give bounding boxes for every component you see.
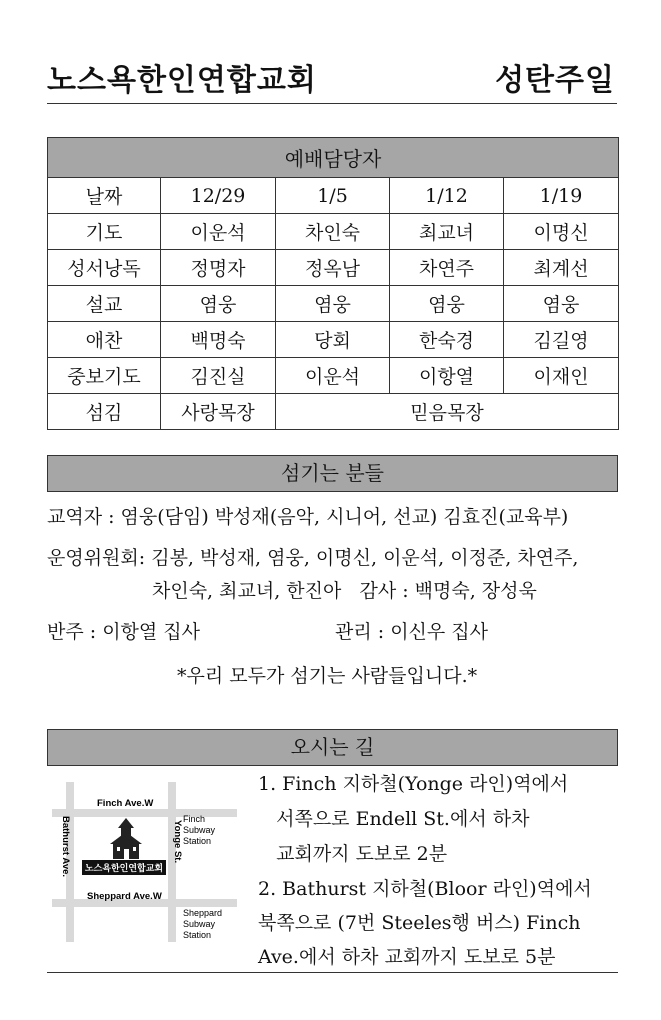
direction-line: 2. Bathurst 지하철(Bloor 라인)역에서 — [258, 878, 592, 900]
name-cell: 염웅 — [161, 286, 276, 322]
name-cell: 염웅 — [276, 286, 390, 322]
table-row — [48, 394, 619, 430]
name-cell: 정옥남 — [276, 250, 390, 286]
name-cell: 이명신 — [504, 214, 619, 250]
name-cell: 차연주 — [390, 250, 504, 286]
directions-title: 오시는 길 — [47, 729, 618, 766]
committee-line: 운영위원회: 김봉, 박성재, 염웅, 이명신, 이운석, 이정준, 차연주, — [47, 547, 579, 569]
table-row — [48, 214, 619, 250]
name-cell: 이운석 — [161, 214, 276, 250]
direction-line: 북쪽으로 (7번 Steeles행 버스) Finch — [258, 912, 581, 934]
table-row — [48, 286, 619, 322]
committee-line-cont: 차인숙, 최교녀, 한진아 감사 : 백명숙, 장성욱 — [152, 580, 537, 602]
name-cell: 이재인 — [504, 358, 619, 394]
sheppard-ave-label: Sheppard Ave.W — [87, 891, 162, 902]
servants-title: 섬기는 분들 — [47, 455, 618, 492]
name-cell: 김길영 — [504, 322, 619, 358]
date-cell: 1/12 — [390, 178, 504, 214]
table-row — [48, 178, 619, 214]
sheppard-station-label: Sheppard Subway Station — [183, 908, 223, 940]
name-cell: 차인숙 — [276, 214, 390, 250]
name-cell: 백명숙 — [161, 322, 276, 358]
date-cell: 1/19 — [504, 178, 619, 214]
season-title: 성탄주일 — [495, 63, 615, 98]
role-cell: 성서낭독 — [48, 250, 161, 286]
pastors-line: 교역자 : 염웅(담임) 박성재(음악, 시니어, 선교) 김효진(교육부) — [47, 506, 569, 528]
name-cell: 염웅 — [390, 286, 504, 322]
bulletin-header — [47, 55, 617, 105]
finch-road — [52, 809, 237, 817]
duty-table — [47, 137, 619, 430]
name-cell: 믿음목장 — [276, 394, 619, 430]
finch-ave-label: Finch Ave.W — [97, 798, 154, 809]
name-cell: 이운석 — [276, 358, 390, 394]
role-cell: 설교 — [48, 286, 161, 322]
accompanist-line: 반주 : 이항열 집사 — [47, 621, 200, 643]
motto-line: *우리 모두가 섬기는 사람들입니다.* — [177, 665, 478, 687]
direction-line: 교회까지 도보로 2분 — [258, 843, 448, 865]
directions-divider — [47, 972, 618, 973]
yonge-st-label: Yonge St. — [172, 820, 183, 864]
name-cell: 최교녀 — [390, 214, 504, 250]
date-label: 날짜 — [48, 178, 161, 214]
finch-station-label: Finch Subway Station — [183, 814, 216, 846]
name-cell: 정명자 — [161, 250, 276, 286]
table-row — [48, 250, 619, 286]
name-cell: 사랑목장 — [161, 394, 276, 430]
name-cell: 염웅 — [504, 286, 619, 322]
name-cell: 최계선 — [504, 250, 619, 286]
table-row — [48, 358, 619, 394]
role-cell: 애찬 — [48, 322, 161, 358]
name-cell: 한숙경 — [390, 322, 504, 358]
location-map — [52, 776, 237, 946]
church-icon — [110, 818, 142, 859]
church-name: 노스욕한인연합교회 — [47, 63, 317, 98]
role-cell: 섬김 — [48, 394, 161, 430]
role-cell: 기도 — [48, 214, 161, 250]
duty-table-title: 예배담당자 — [48, 138, 619, 178]
direction-line: 서쪽으로 Endell St.에서 하차 — [258, 808, 530, 830]
date-cell: 1/5 — [276, 178, 390, 214]
date-cell: 12/29 — [161, 178, 276, 214]
direction-line: 1. Finch 지하철(Yonge 라인)역에서 — [258, 773, 569, 795]
manager-line: 관리 : 이신우 집사 — [335, 621, 488, 643]
church-map-label: 노스욕한인연합교회 — [84, 864, 164, 874]
direction-line: Ave.에서 하차 교회까지 도보로 5분 — [258, 946, 556, 968]
table-row — [48, 322, 619, 358]
bathurst-ave-label: Bathurst Ave. — [60, 816, 71, 878]
role-cell: 중보기도 — [48, 358, 161, 394]
name-cell: 이항열 — [390, 358, 504, 394]
header-divider — [47, 103, 617, 104]
name-cell: 김진실 — [161, 358, 276, 394]
name-cell: 당회 — [276, 322, 390, 358]
